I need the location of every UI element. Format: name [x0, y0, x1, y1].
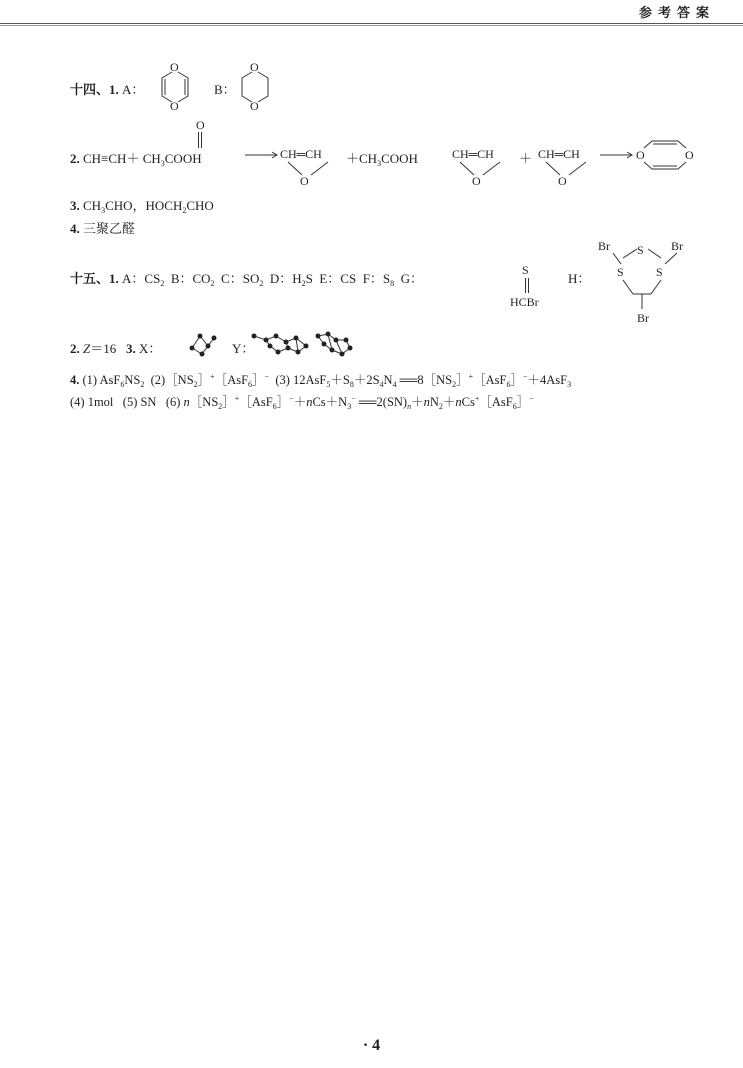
thioformyl-bromide-structure: [508, 262, 548, 310]
dioxin-a-left-side: [162, 72, 172, 102]
q14-2-number: 2.: [70, 151, 80, 166]
q15-1-h-label: H：: [568, 271, 591, 286]
q14-3-line: 3. $CH_3CHO$，$HOCH_2CHO$: [70, 198, 214, 215]
header-rule-thin: [0, 25, 743, 26]
trithiane-br-right: Br: [671, 239, 683, 253]
q15-1-line: 十五、1. A：$CS_2$ B：$CO_2$ C：$SO_2$ D：$H_2S$ E：CS F：$S_8$ G：: [70, 271, 424, 288]
trithiane-structure: [595, 236, 695, 326]
acetic-acid-product: $+CH_3COOH$: [346, 151, 418, 168]
trithiane-br-bottom: Br: [637, 311, 649, 325]
q14-4-number: 4.: [70, 221, 80, 236]
ethylene-oxide-3: [536, 142, 611, 188]
ethylene-oxide-2: [450, 142, 525, 188]
q14-1-number: 十四、1.: [70, 82, 119, 97]
q14-2-line: [70, 148, 202, 168]
q15-2-number: 2.: [70, 341, 80, 356]
q14-2-sub: 3: [160, 159, 165, 168]
molecule-x-ball-stick: [188, 330, 218, 358]
dioxane-b-bottom-o: O: [250, 99, 259, 113]
carbonyl-o: O: [196, 118, 205, 132]
dioxin-product-structure: [636, 138, 696, 176]
reaction-arrow-1: [245, 150, 280, 160]
dioxin-a-top-o: O: [170, 60, 179, 74]
ethylene-oxide-2-o: O: [472, 174, 481, 188]
dioxane-b-top-o: O: [250, 60, 259, 74]
plus-sign: ＋: [519, 151, 533, 166]
ethylene-oxide-1-o: O: [300, 174, 309, 188]
trithiane-br-left: Br: [598, 239, 610, 253]
header-rule: [0, 23, 743, 24]
q15-3-y-label: Y：: [232, 341, 255, 356]
dioxin-product-left-o: O: [636, 148, 645, 162]
dioxane-b-right-side: [258, 72, 268, 102]
dioxin-a-structure: [160, 60, 190, 112]
ethylene-oxide-2-top: CH═CH: [452, 147, 494, 161]
q15-3-number: 3.: [126, 341, 136, 356]
trithiane-s-top: S: [637, 243, 644, 257]
q14-3-number: 3.: [70, 198, 80, 213]
dioxane-b-left-side: [242, 72, 252, 102]
q15-4-line-1: 4. (1) $AsF_6NS_2$ $(2)[NS_2]^+[AsF_6]^-$ (3) $12AsF_5+S_8+2S_4N_4$ $══8[NS_2]^+[AsF_6]^-+4AsF_3$: [70, 372, 572, 389]
ethylene-oxide-1-top: CH═CH: [280, 147, 322, 161]
reaction-arrow-2: [600, 150, 635, 160]
q14-2-reactants: CH≡CH＋ CH: [83, 151, 161, 166]
q14-1-b-label: B：: [214, 82, 236, 97]
dioxin-a-bottom-o: O: [170, 99, 179, 113]
q14-1-line: [70, 79, 144, 98]
q14-2-acid-rest: COOH: [164, 151, 202, 166]
ethylene-oxide-3-top: CH═CH: [538, 147, 580, 161]
page-number: · 4: [362, 1037, 381, 1054]
q14-1-a-label: A：: [122, 82, 145, 97]
ethylene-oxide-3-o: O: [558, 174, 567, 188]
header-title: 参考答案: [638, 5, 715, 20]
trithiane-s-left: S: [617, 265, 624, 279]
dioxin-product-right-o: O: [685, 148, 694, 162]
q15-4-line-2: (4) 1mol (5) SN (6) $n[NS_2]^+[AsF_6]^-+nCs+N_3^-$ $══2(SN)_n+nN_2+nCs^+[AsF_6]^-$: [70, 394, 534, 411]
ethylene-oxide-1: [278, 142, 353, 188]
g-sulfur: S: [522, 263, 529, 277]
dioxane-b-structure: [240, 60, 270, 112]
q14-4-line: [70, 218, 135, 237]
molecule-y-ball-stick: [252, 330, 357, 358]
q14-4-answer: 三聚乙醛: [83, 221, 136, 236]
trithiane-s-right: S: [656, 265, 663, 279]
q15-1-number: 十五、1.: [70, 271, 119, 286]
carbonyl-group: [190, 118, 210, 150]
q15-2-line: 2. Z＝16 3. X：: [70, 341, 162, 356]
g-hcbr: HCBr: [510, 295, 539, 309]
q15-4-number: 4.: [70, 373, 80, 387]
dioxin-a-right-side: [178, 72, 188, 102]
